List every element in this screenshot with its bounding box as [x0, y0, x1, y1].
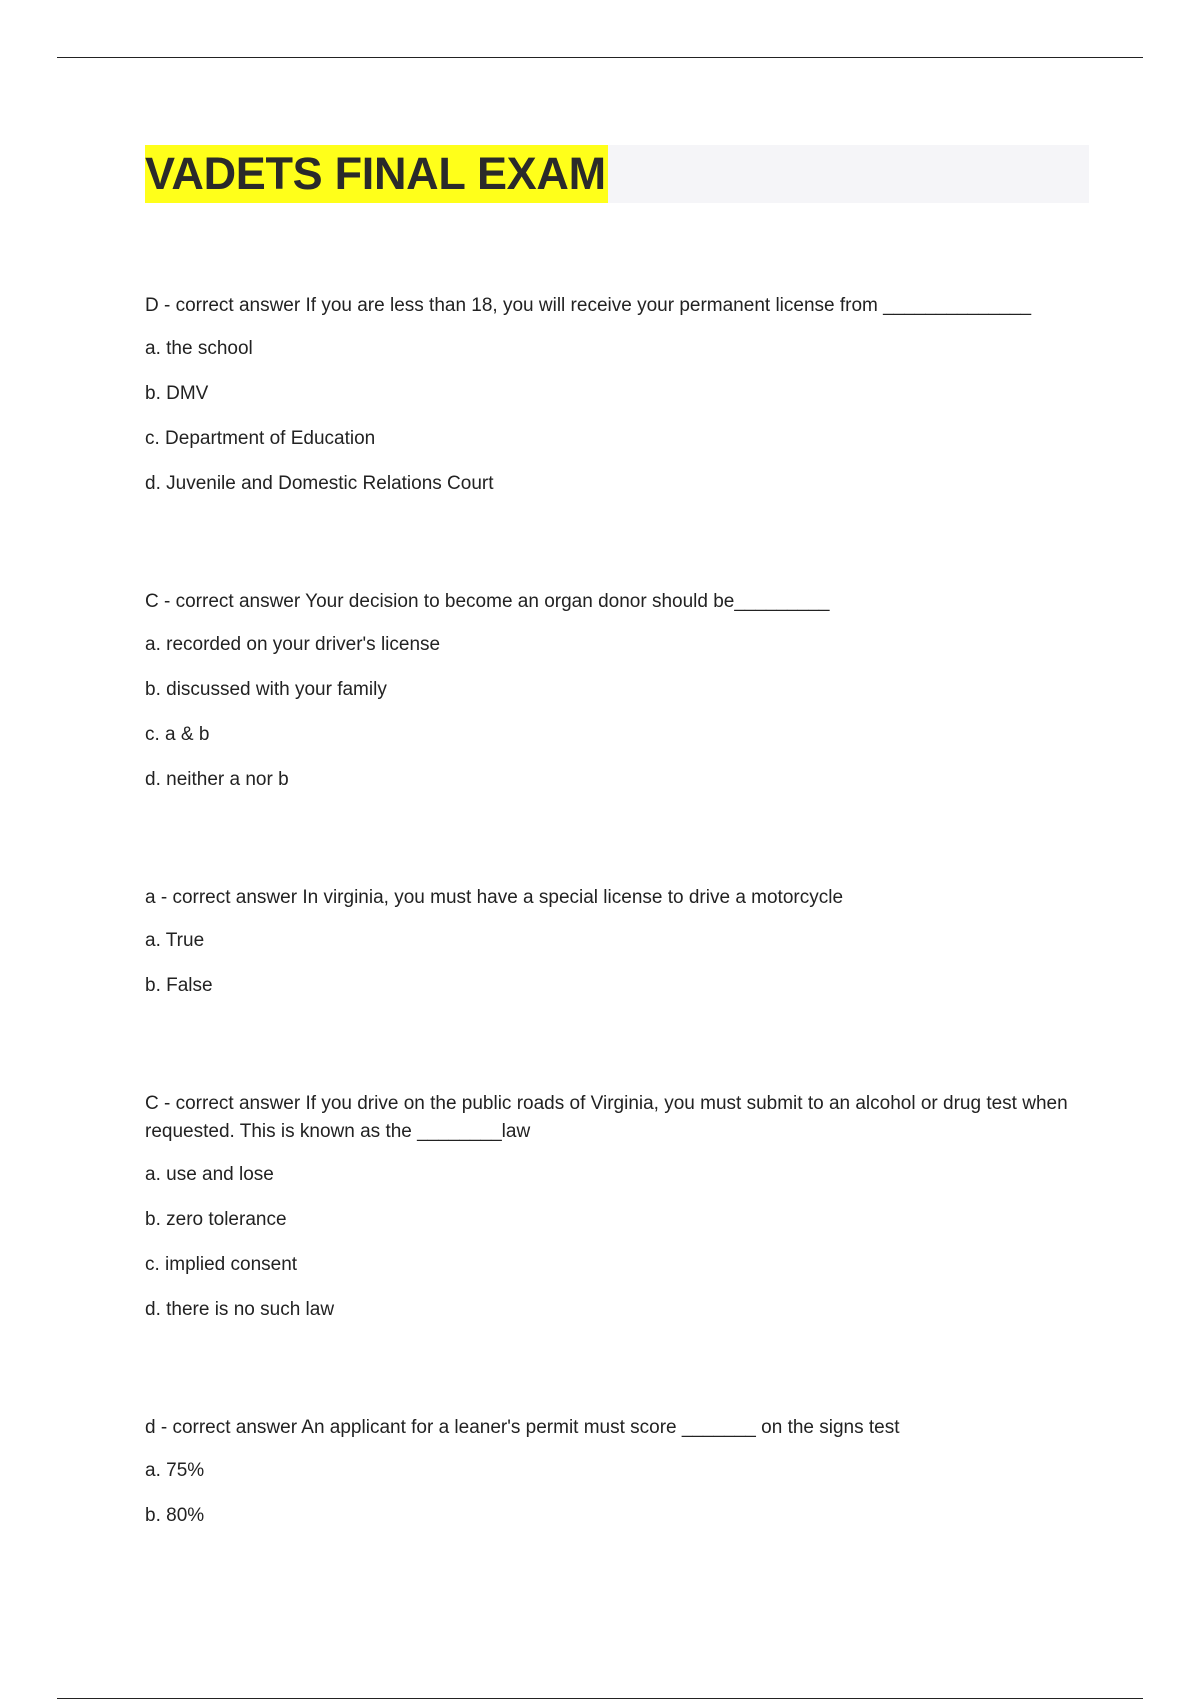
answer-option: a. recorded on your driver's license	[145, 634, 441, 655]
question-1	[145, 292, 1090, 498]
question-list	[145, 292, 1090, 1530]
answer-option: d. there is no such law	[145, 1299, 335, 1320]
answer-option: b. 80%	[145, 1505, 205, 1526]
answer-option: b. False	[145, 975, 213, 996]
answer-option: a. use and lose	[145, 1164, 274, 1185]
question-3	[145, 884, 1090, 1000]
answer-option: d. neither a nor b	[145, 769, 289, 790]
answer-option: b. discussed with your family	[145, 679, 387, 700]
answer-option: c. Department of Education	[145, 428, 376, 449]
answer-option: b. DMV	[145, 383, 209, 404]
answer-option: d. Juvenile and Domestic Relations Court	[145, 473, 494, 494]
question-5	[145, 1414, 1090, 1530]
document-title: VADETS FINAL EXAM	[145, 145, 608, 203]
question-text: C - correct answer If you drive on the public roads of Virginia, you must submit to an alcohol or drug test when requested. This is known as the ________law	[145, 1093, 1068, 1142]
question-text: a - correct answer In virginia, you must have a special license to drive a motorcycle	[145, 887, 844, 908]
answer-option: a. True	[145, 930, 205, 951]
question-2	[145, 588, 1090, 794]
question-text: d - correct answer An applicant for a leaner's permit must score _______ on the signs test	[145, 1417, 900, 1438]
question-4	[145, 1090, 1090, 1324]
answer-option: c. a & b	[145, 724, 210, 745]
question-text: D - correct answer If you are less than 18, you will receive your permanent license from ______________	[145, 295, 1032, 316]
answer-option: a. the school	[145, 338, 253, 359]
footer-rule	[57, 1698, 1143, 1699]
answer-option: a. 75%	[145, 1460, 205, 1481]
header-rule	[57, 57, 1143, 58]
question-text: C - correct answer Your decision to become an organ donor should be_________	[145, 591, 830, 612]
answer-option: c. implied consent	[145, 1254, 298, 1275]
answer-option: b. zero tolerance	[145, 1209, 287, 1230]
